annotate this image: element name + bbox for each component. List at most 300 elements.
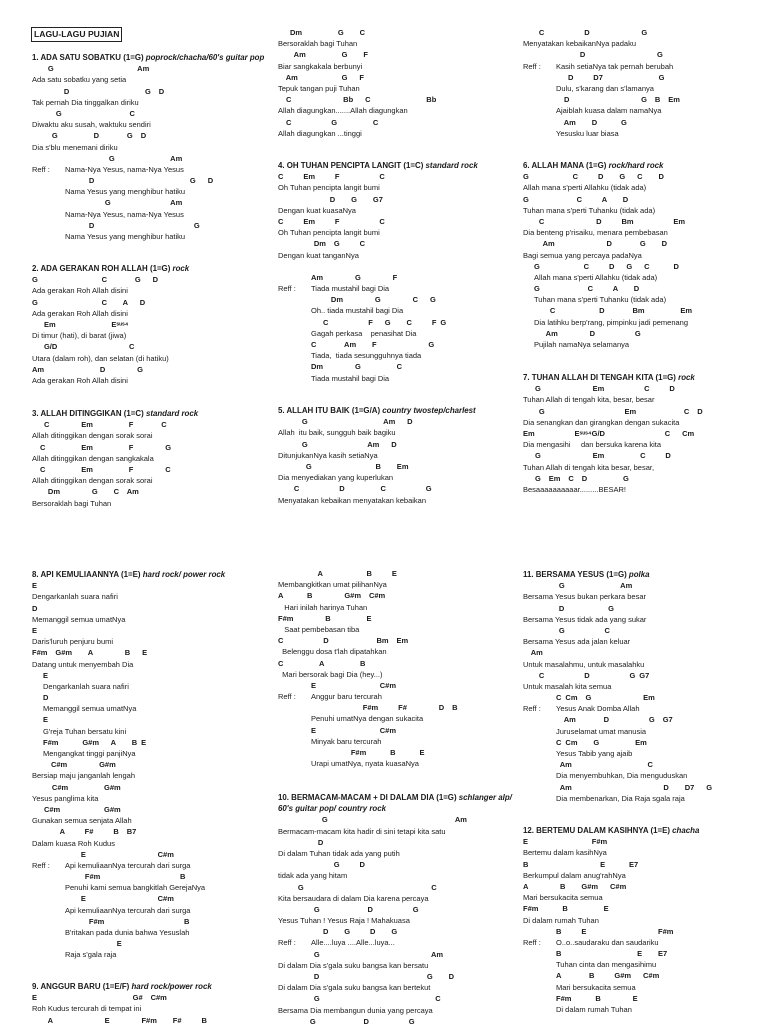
song-key: (1=G) xyxy=(149,264,171,273)
song-block xyxy=(278,160,518,384)
lyric-line: Gunakan semua senjata Allah xyxy=(32,816,132,826)
lyric-line: Ada satu sobatku yang setia xyxy=(32,75,127,85)
song-key: (1=E/F) xyxy=(102,982,130,991)
chord-line: B E E7 xyxy=(556,949,668,959)
lyric-line: Di dalam Dia s'gala suku bangsa kan bersatu xyxy=(278,960,429,970)
lyric-line: Menyatakan kebaikanNya padaku xyxy=(523,39,636,49)
song-key: (1=G) xyxy=(123,53,144,62)
lyric-line: Bermacam-macam kita hadir di sini tetapi kita satu xyxy=(278,826,446,836)
song-continuation xyxy=(523,27,763,139)
chord-line: E C#m xyxy=(65,849,174,859)
song-style: hard rock/power rock xyxy=(131,982,212,991)
chord-line: C D G G7 xyxy=(523,670,650,680)
chord-line: A B G#m C#m xyxy=(523,881,627,891)
chord-line: F#m B E xyxy=(523,904,609,914)
lyric-line: Di timur (hati), di barat (jiwa) xyxy=(32,331,127,341)
lyric-line: Dia s'blu menemani diriku xyxy=(32,142,118,152)
lyric-line: Nama Yesus yang menghibur hatiku xyxy=(65,232,186,242)
chord-line: E C#m xyxy=(311,725,396,735)
reff-label: Reff : xyxy=(278,284,296,294)
chord-line: C G C xyxy=(278,117,379,127)
reff-label: Reff : xyxy=(278,692,296,702)
chord-line: D D7 G xyxy=(556,72,665,82)
song-style: poprock/chacha/60's guitar pop xyxy=(145,53,265,62)
song-title xyxy=(32,569,272,580)
chord-line: C D Bm Em xyxy=(523,216,686,226)
lyric-line: Nama-Nya Yesus, nama-Nya Yesus xyxy=(65,209,184,219)
chord-line: D xyxy=(43,693,49,703)
chord-line: G Em C D xyxy=(523,406,703,416)
chord-line: C Em F C xyxy=(32,420,167,430)
lyric-line: Hari inilah harinya Tuhan xyxy=(278,602,368,612)
chord-line: D G xyxy=(65,220,200,230)
lyric-line: Tuhan cinta dan mengasihimu xyxy=(556,960,657,970)
lyric-line: Alle....luya ....Alle...luya... xyxy=(311,938,395,948)
lyric-line: Besaaaaaaaaaar.........BESAR! xyxy=(523,484,626,494)
lyric-line: Dia mengasihi dan bersuka karena kita xyxy=(523,440,661,450)
song-title xyxy=(523,569,763,580)
chord-line: C#m G#m xyxy=(43,760,116,770)
song-block xyxy=(32,569,272,961)
lyric-line: Dia benteng p'risaiku, menara pembebasan xyxy=(523,228,668,238)
verse-section xyxy=(278,814,518,926)
verse-section xyxy=(32,274,272,386)
reff-section xyxy=(278,926,518,948)
chord-line: D xyxy=(278,837,324,847)
chord-line: Am D G xyxy=(534,328,641,338)
chord-line: C D G xyxy=(523,28,648,37)
song-key: (1=C) xyxy=(403,161,424,170)
chord-line: G C D G C D xyxy=(523,172,664,182)
chord-line: A B G#m C#m xyxy=(278,591,386,601)
song-block xyxy=(32,263,272,386)
chord-line: G C A D xyxy=(534,284,640,294)
reff-label: Reff : xyxy=(32,164,50,174)
chord-line: C F G C F G xyxy=(311,317,447,327)
chord-line: Am G F xyxy=(278,72,364,82)
lyric-line xyxy=(278,261,518,272)
verse-section xyxy=(32,419,272,509)
lyric-line: Allah mana s'perti Allahku (tidak ada) xyxy=(534,272,658,282)
chord-line: G C xyxy=(523,625,610,635)
song-name: 5. ALLAH ITU BAIK xyxy=(278,406,350,415)
chord-line: C Bb C Bb xyxy=(278,95,437,105)
lyric-line: Nama-Nya Yesus, nama-Nya Yesus xyxy=(65,164,184,174)
lyric-line: Api kemuliaanNya tercurah dari surga xyxy=(65,905,191,915)
lyric-line: Penuhi kami semua bangkitlah GerejaNya xyxy=(65,883,206,893)
chord-line: C A B xyxy=(278,658,366,668)
lyric-line: Tiada, tiada sesungguhnya tiada xyxy=(311,351,422,361)
chord-line: G C A D xyxy=(32,297,146,307)
chord-line: G C xyxy=(278,994,441,1004)
chord-line: A F# B B7 xyxy=(32,827,137,837)
song-name: 8. API KEMULIAANNYA xyxy=(32,570,119,579)
song-title xyxy=(32,981,272,992)
chord-line: A E F#m F# B xyxy=(32,1015,207,1025)
song-style: rock xyxy=(172,264,190,273)
chord-line: G Am D xyxy=(278,439,397,449)
song-title xyxy=(523,160,763,171)
chord-line: Em Eˢᵘˢ⁴ xyxy=(32,319,129,329)
verse-section xyxy=(523,580,763,692)
lyric-line: Tiada mustahil bagi Dia xyxy=(311,373,390,383)
chord-line: G D G xyxy=(278,904,419,914)
lyric-line: Tuhan Allah di tengah kita besar, besar, xyxy=(523,462,655,472)
chord-line: Am D G xyxy=(32,364,143,374)
chord-line: A B G#m C#m xyxy=(556,971,660,981)
chord-line: Am D D7 G xyxy=(556,782,713,792)
lyric-line: Dalam kuasa Roh Kudus xyxy=(32,838,115,848)
chord-line: Dm G C Am xyxy=(32,487,139,497)
lyric-line: Yesusku luar biasa xyxy=(556,128,619,138)
chord-line: Am xyxy=(523,648,543,658)
verse-section xyxy=(278,27,518,139)
lyric-line: tidak ada yang hitam xyxy=(278,871,348,881)
reff-label: Reff : xyxy=(278,938,296,948)
lyric-line: Minyak baru tercurah xyxy=(311,736,382,746)
lyric-line: Bersama Yesus tidak ada yang sukar xyxy=(523,614,647,624)
lyric-line: Bagi semua yang percaya padaNya xyxy=(523,250,642,260)
chord-line: E xyxy=(43,715,49,725)
chord-line: F#m F# D B xyxy=(311,703,458,713)
song-key: (1=C) xyxy=(123,409,144,418)
chord-line: G Am xyxy=(278,949,444,959)
reff-section xyxy=(32,153,272,243)
lyric-line: Raja s'gala raja xyxy=(65,950,117,960)
lyric-line: Bersoraklah bagi Tuhan xyxy=(278,39,358,49)
song-style: standard rock xyxy=(145,409,199,418)
verse-section xyxy=(32,992,272,1026)
song-name: 11. BERSAMA YESUS xyxy=(523,570,605,579)
song-key: (1=G) xyxy=(606,570,627,579)
chord-line: G C G D xyxy=(32,275,159,285)
chord-line: F#m B E xyxy=(278,613,372,623)
chord-line: C D Bm Em xyxy=(534,306,693,316)
lyric-line: Kita bersaudara di dalam Dia karena percaya xyxy=(278,893,429,903)
lyric-line: Oh Tuhan pencipta langit bumi xyxy=(278,228,380,238)
lyric-line: Mari bersukacita semua xyxy=(523,893,603,903)
song-continuation xyxy=(278,27,518,139)
lyric-line: Dia senangkan dan girangkan dengan sukacita xyxy=(523,417,680,427)
lyric-line: Tiada mustahil bagi Dia xyxy=(311,284,390,294)
song-title xyxy=(32,263,272,274)
chord-line: D G D xyxy=(278,972,455,982)
song-key: (1=G) xyxy=(655,373,676,382)
lyric-line: Api kemuliaanNya tercurah dari surga xyxy=(65,860,191,870)
chord-line: G Am D xyxy=(278,417,413,427)
chord-line: Dm G C xyxy=(311,362,403,372)
lyric-line: Oh Tuhan pencipta langit bumi xyxy=(278,183,380,193)
song-key: (1=E) xyxy=(121,570,141,579)
verse-section xyxy=(523,383,763,495)
verse-section xyxy=(278,416,518,506)
lyric-line: Yesus panglima kita xyxy=(32,793,99,803)
chord-line: E C#m xyxy=(65,894,174,904)
lyric-line: Urapi umatNya, nyata kuasaNya xyxy=(311,759,419,769)
lyric-line: Dengarkanlah suara nafiri xyxy=(43,681,129,691)
verse-section xyxy=(32,63,272,153)
chord-line: Am C xyxy=(556,760,653,770)
chord-line: E xyxy=(43,670,49,680)
chord-line: F#m B xyxy=(65,916,190,926)
song-block xyxy=(523,160,763,350)
lyric-line: Di dalam rumah Tuhan xyxy=(523,915,599,925)
chord-line: E G# C#m xyxy=(32,993,167,1003)
lyric-line: Belenggu dosa t'lah dipatahkan xyxy=(278,647,387,657)
lyric-line: Di dalam rumah Tuhan xyxy=(556,1005,632,1015)
lyric-line: Bertemu dalam kasihNya xyxy=(523,848,607,858)
song-style: rock/hard rock xyxy=(608,161,664,170)
song-name: 2. ADA GERAKAN ROH ALLAH xyxy=(32,264,148,273)
chord-line: Em Eˢᵘˢ⁴G/D C Cm xyxy=(523,428,695,438)
lyric-line: Ada gerakan Roh Allah disini xyxy=(32,375,128,385)
lyric-line: Daris'luruh penjuru bumi xyxy=(32,637,114,647)
lyric-line: Tuhan mana s'perti Tuhanku (tidak ada) xyxy=(534,295,667,305)
lyric-line: Diwaktu aku susah, waktuku sendiri xyxy=(32,120,151,130)
reff-section xyxy=(523,692,763,804)
song-style: schlanger alp/ 60's guitar pop/ country rock xyxy=(278,793,512,814)
reff-section xyxy=(32,849,272,961)
lyric-line: Ada gerakan Roh Allah disini xyxy=(32,308,128,318)
song-key: (1=G) xyxy=(436,793,457,802)
chord-line: D xyxy=(32,603,38,613)
song-key: (1=G/A) xyxy=(351,406,381,415)
chord-line: E xyxy=(32,625,38,635)
song-continuation xyxy=(278,568,518,769)
chord-line: C#m G#m xyxy=(32,804,121,814)
chord-line: Dm G C xyxy=(278,28,366,37)
song-key: (1=E) xyxy=(650,826,670,835)
lyric-line: Allah diagungkan ...tinggi xyxy=(278,128,362,138)
chord-line: E xyxy=(32,581,38,591)
lyric-line: Oh.. tiada mustahil bagi Dia xyxy=(311,306,404,316)
chord-line: F#m B E xyxy=(311,748,425,757)
lyric-line: Yesus Tuhan ! Yesus Raja ! Mahakuasa xyxy=(278,916,410,926)
lyric-line: Dengan kuat kuasaNya xyxy=(278,205,356,215)
lyric-line: Tuhan mana s'perti Tuhanku (tidak ada) xyxy=(523,205,656,215)
verse-section xyxy=(523,836,763,926)
lyric-line: Tuhan Allah di tengah kita, besar, besar xyxy=(523,395,655,405)
lyric-line: Untuk masalahmu, untuk masalahku xyxy=(523,659,645,669)
chord-line: C Am F G xyxy=(311,340,435,350)
song-title xyxy=(523,372,763,383)
chord-line: Am D G xyxy=(556,117,627,127)
lyric-line: G'reja Tuhan bersatu kini xyxy=(43,726,127,736)
chord-line: Am D G D xyxy=(523,239,668,249)
reff-section xyxy=(278,680,518,770)
chord-line: G Am xyxy=(65,153,183,163)
verse-section xyxy=(278,949,518,1027)
song-title xyxy=(523,825,763,836)
chord-line: Am G F xyxy=(278,50,368,60)
reff-section xyxy=(523,49,763,139)
song-name: 7. TUHAN ALLAH DI TENGAH KITA xyxy=(523,373,654,382)
lyric-line: Bersama Yesus ada jalan keluar xyxy=(523,637,631,647)
lyric-line: Kasih setiaNya tak pernah berubah xyxy=(556,61,674,71)
reff-label: Reff : xyxy=(523,937,541,947)
chord-line: F#m G#m A B E xyxy=(43,737,147,747)
song-title xyxy=(278,792,518,814)
lyric-line: Bersama Yesus bukan perkara besar xyxy=(523,592,646,602)
song-block xyxy=(32,408,272,509)
song-block xyxy=(523,372,763,495)
lyric-line: O..o..saudaraku dan saudariku xyxy=(556,937,659,947)
chord-line: G C xyxy=(32,108,135,118)
chord-line: F#m G#m A B E xyxy=(32,648,148,658)
song-style: hard rock/ power rock xyxy=(142,570,226,579)
song-style: rock xyxy=(678,373,695,382)
lyric-line: Berkumpul dalam anug'rahNya xyxy=(523,870,626,880)
chord-line: D G D xyxy=(65,176,214,186)
lyric-line: Untuk masalah kita semua xyxy=(523,681,612,691)
lyric-line: Mari bersorak bagi Dia (hey...) xyxy=(278,669,383,679)
lyric-line: Dengan kuat tanganNya xyxy=(278,250,359,260)
verse-section xyxy=(278,171,518,272)
chord-line: D G D G xyxy=(311,927,398,937)
chord-line: A B E xyxy=(278,569,397,578)
chord-line: C Em F C xyxy=(278,216,385,226)
song-name: 4. OH TUHAN PENCIPTA LANGIT xyxy=(278,161,402,170)
lyric-line: Bersoraklah bagi Tuhan xyxy=(32,498,112,508)
lyric-line: Pujilah namaNya selamanya xyxy=(534,340,630,350)
chord-line: E F#m xyxy=(523,837,608,847)
chord-line: G C xyxy=(278,882,437,892)
chord-line: D G xyxy=(523,603,614,613)
chord-line: C D Bm Em xyxy=(278,636,409,646)
song-title xyxy=(278,405,518,416)
chord-line: G/D C xyxy=(32,342,135,352)
verse-section xyxy=(32,770,272,848)
chord-line: C Cm G Em xyxy=(556,693,655,703)
song-block xyxy=(32,52,272,242)
verse-section xyxy=(523,27,763,49)
chord-line: G Am xyxy=(278,815,467,825)
reff-section xyxy=(523,926,763,1016)
lyric-line: Dia menyembuhkan, Dia menguduskan xyxy=(556,771,688,781)
lyric-line: Dengarkanlah suara nafiri xyxy=(32,592,118,602)
lyric-line: Dia membenarkan, Dia Raja sgala raja xyxy=(556,793,685,803)
chord-line: Dm G C xyxy=(278,239,366,249)
chord-line: G D G D xyxy=(32,131,147,141)
chord-line: G Am xyxy=(523,581,633,591)
song-style: chacha xyxy=(672,826,700,835)
song-title xyxy=(278,160,518,171)
lyric-line: Allah ditinggikan dengan sorak sorai xyxy=(32,476,153,486)
chord-line: G C A D xyxy=(523,194,629,204)
lyric-line: Memanggil semua umatNya xyxy=(32,614,126,624)
repeat-section xyxy=(523,261,763,351)
song-name: 9. ANGGUR BARU xyxy=(32,982,101,991)
chord-line: Am G F xyxy=(311,272,398,282)
chord-line: D G xyxy=(556,50,663,60)
lyric-line: Allah diagungkan.......Allah diagungkan xyxy=(278,106,408,116)
lyric-line: Di dalam Dia s'gala suku bangsa kan bertekut xyxy=(278,983,431,993)
lyric-line: Saat pembebasan tiba xyxy=(278,624,360,634)
reff-label: Reff : xyxy=(523,61,541,71)
lyric-line: Utara (dalam roh), dan selatan (di hatiku) xyxy=(32,353,169,363)
chord-line: D G B Em xyxy=(556,95,680,105)
lyric-line: Bersiap maju janganlah lengah xyxy=(32,771,135,781)
lyric-line: Yesus Anak Domba Allah xyxy=(556,704,640,714)
reff-label: Reff : xyxy=(523,704,541,714)
lyric-line: Allah mana s'perti Allahku (tidak ada) xyxy=(523,183,647,193)
song-name: 12. BERTEMU DALAM KASIHNYA xyxy=(523,826,649,835)
chord-line: F#m B xyxy=(65,872,186,882)
verse-section xyxy=(278,568,518,680)
chord-line: G Em C D G xyxy=(523,473,629,483)
chord-line: C Em F G xyxy=(32,442,172,452)
lyric-line: Ada gerakan Roh Allah disini xyxy=(32,286,128,296)
verse-section xyxy=(32,580,272,670)
repeat-section xyxy=(32,670,272,771)
chord-line: Am D G G7 xyxy=(556,715,673,725)
lyric-line: Anggur baru tercurah xyxy=(311,692,382,702)
lyric-line: Yesus Tabib yang ajaib xyxy=(556,749,633,759)
lyric-line: Tak pernah Dia tinggalkan diriku xyxy=(32,97,139,107)
verse-section xyxy=(523,171,763,261)
chord-line: E xyxy=(65,939,122,949)
lyric-line: Datang untuk menyembah Dia xyxy=(32,659,134,669)
lyric-line: Memanggil semua umatNya xyxy=(43,704,137,714)
chord-line: G Am xyxy=(65,198,183,208)
lyric-line: Penuhi umatNya dengan sukacita xyxy=(311,714,424,724)
lyric-line: Ajaiblah kuasa dalam namaNya xyxy=(556,106,662,116)
lyric-line: Mari bersukacita semua xyxy=(556,982,636,992)
chord-line: D G D xyxy=(32,86,165,96)
chord-line: B E E7 xyxy=(523,859,639,869)
chord-line: E C#m xyxy=(311,680,396,690)
chord-line: C#m G#m xyxy=(32,782,121,792)
song-name: 1. ADA SATU SOBATKU xyxy=(32,53,121,62)
song-name: 3. ALLAH DITINGGIKAN xyxy=(32,409,122,418)
chord-line: Dm G C G xyxy=(311,295,436,305)
song-block xyxy=(278,405,518,506)
lyric-line: Dia menyediakan yang kuperlukan xyxy=(278,473,394,483)
lyric-line: Gagah perkasa penasihat Dia xyxy=(311,328,417,338)
lyric-line: Allah ditinggikan dengan sangkakala xyxy=(32,453,154,463)
lyric-line: Menyatakan kebaikan menyatakan kebaikan xyxy=(278,495,427,505)
lyric-line: Dulu, s'karang dan s'lamanya xyxy=(556,83,654,93)
song-block xyxy=(278,792,518,1027)
lyric-line: Allah ditinggikan dengan sorak sorai xyxy=(32,431,153,441)
lyric-line: Juruselamat umat manusia xyxy=(556,726,647,736)
chord-line: C Em F C xyxy=(278,172,385,182)
chord-line: C D C G xyxy=(278,484,432,494)
song-title xyxy=(32,52,272,63)
chord-line: G Em C D xyxy=(523,451,671,461)
chord-line: F#m B E xyxy=(556,993,638,1003)
chord-line: G B Em xyxy=(278,461,409,471)
lyric-line: Dia latihku berp'rang, pimpinku jadi pemenang xyxy=(534,317,689,327)
song-title xyxy=(32,408,272,419)
lyric-line: Tepuk tangan puji Tuhan xyxy=(278,83,360,93)
chord-line: G Am xyxy=(32,64,150,74)
song-name: 10. BERMACAM-MACAM + DI DALAM DIA xyxy=(278,793,434,802)
chord-line: G D G xyxy=(278,1016,415,1026)
lyric-line: B'ritakan pada dunia bahwa Yesuslah xyxy=(65,928,190,938)
lyric-line: DitunjukanNya kasih setiaNya xyxy=(278,450,378,460)
lyric-line: Roh Kudus tercurah di tempat ini xyxy=(32,1004,142,1014)
chord-line: G D xyxy=(278,860,365,870)
song-name: 6. ALLAH MANA xyxy=(523,161,584,170)
reff-label: Reff : xyxy=(32,860,50,870)
lyric-line: Biar sangkakala berbunyi xyxy=(278,61,363,71)
chord-line: D G G7 xyxy=(278,194,383,204)
song-style: standard rock xyxy=(425,161,478,170)
reff-section xyxy=(278,272,518,384)
document-heading: LAGU-LAGU PUJIAN xyxy=(31,27,122,42)
lyric-line: Mengangkat tinggi panjiNya xyxy=(43,749,136,759)
